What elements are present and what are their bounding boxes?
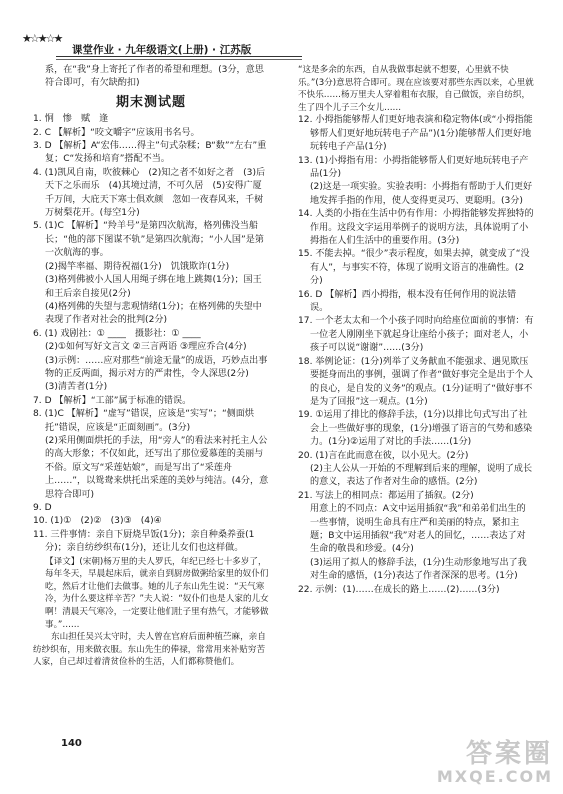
answer-line: (3)清苦者(1分) <box>45 382 108 393</box>
answer-line: (2)揭竿率福、期待祝福(1分) 饥饿欺诈(1分) <box>45 261 230 272</box>
answer-line: (2)这是一项实验。实验表明：小拇指有帮助于人们更好地发挥手指的作用，使人变得更灵巧、更聪明。(3分) <box>310 182 533 206</box>
stars-icon: ★☆★☆★ <box>22 32 62 45</box>
answer-line: (3)格列佛被小人国人用绳子绑在地上跳舞(1分)；国王和王后亲自接见(2分) <box>45 275 262 299</box>
translation-paragraph: “这是多余的东西，自从我做事起就不想要，心里就不快乐。”(3分)意思符合即可。现在应该要对那些东西以来，心里就不快乐……杨万里夫人穿着粗布衣服，自己做饭，亲自纺织，生了四个儿子三个女儿…… <box>298 65 534 113</box>
answer-line: (3)示例：……应对那些“前途无量”的成语，巧妙点出事物的正反两面，揭示对方的严肃性，令人深思(2分) <box>45 355 268 379</box>
watermark-logo <box>437 740 553 786</box>
header-rule <box>56 56 302 57</box>
watermark-text: 答案圈 <box>465 739 553 769</box>
answer-line: 14. 人类的小指在生活中仍有作用：小拇指能够发挥独特的作用。这段文字运用举例子的说明方法，具体说明了小拇指在人们生活中的重要作用。(3分) <box>298 209 534 247</box>
answer-line: (2)主人公从一开始的不理解到后来的理解，说明了成长的意义，表达了作者对生命的感悟。(2分) <box>310 463 533 488</box>
page-number: 140 <box>61 738 82 749</box>
translation-paragraph: 东山担任吴兴太守时，夫人曾在官府后面种植苎麻，亲自纺纱织布，用来做衣服。东山先生的俸禄，常常用来补贴穷苦人家，自己却过着清贫俭朴的生活，人们都称赞他们。 <box>33 632 266 668</box>
answer-line: 10. (1)① (2)② (3)③ (4)④ <box>33 516 162 527</box>
answer-line: 4. (1)凯风自南，吹彼棘心 (2)知之者不如好之者 (3)后天下之乐而乐 (4)其境过清，不可久居 (5)安得广厦千万间，大庇天下寒士俱欢颜 忽如一夜春风来，千树万树梨花开。(每空1分) <box>33 167 266 219</box>
answer-line: 21. 写法上的相同点：都运用了插叙。(2分) <box>298 490 474 501</box>
answer-line: 系，在“我”身上寄托了作者的希望和理想。(3分，意思符合即可，有欠缺酌扣) <box>45 65 264 89</box>
answer-line: 16. D 【解析】西小拇指，根本没有任何作用的说法错误。 <box>298 289 517 314</box>
answer-line: 8. (1)C 【解析】“虚写”错误，应该是“实写”；“侧面烘托”错误，应该是“正面刻画”。(3分) <box>33 409 254 433</box>
answer-line: 1. 恫 惨 赋 逢 <box>33 114 109 125</box>
answer-line: 13. (1)小拇指有用：小拇指能够帮人们更好地玩转电子产品(1分) <box>298 155 529 179</box>
answer-line: (2)采用侧面烘托的手法，用“旁人”的看法来衬托主人公的高大形象；不仅如此，还写出了那位爱慕莲的美丽与不俗。原文写“采莲姑娘”，而是写出了“采莲舟上……”，以鸳鸯来烘托出采莲的美妙与纯洁。(4分，意思符合即可) <box>45 435 269 500</box>
section-title: 期末测试题 <box>115 94 186 110</box>
translation-paragraph: 【译文】(宋朝)杨万里的夫人罗氏，年纪已经七十多岁了，每年冬天，早晨起床后，就亲自到厨房做粥给家里的奴仆们吃，然后才让他们去做事。她的儿子东山先生说：“天气寒冷，为什么要这样辛苦？”夫人说：“奴仆们也是人家的儿女啊！清晨天气寒冷，一定要让他们肚子里有热气，才能够做事。”…… <box>45 556 269 630</box>
answer-line: 12. 小拇指能够帮人们更好地表演和稳定物体(或“小拇指能够帮人们更好地玩转电子产品”)(1分)能够帮人们更好地玩转电子产品(1分) <box>298 115 533 153</box>
answer-line: 22. 示例：(1)……在成长的路上……(2)……(3分) <box>298 584 500 595</box>
answer-line: 3. D 【解析】A“宏伟……得主”句式杂糅；B“数”“左右”重复；C“发扬和培育”搭配不当。 <box>33 141 267 165</box>
answer-line: 19. ①运用了排比的修辞手法，(1分)以排比句式写出了社会上一些做好事的现象，(1分)增强了语言的气势和感染力。(1分)②运用了对比的手法……(1分) <box>298 410 533 448</box>
answer-line: 20. (1)言在此而意在彼，以小见大。(2分) <box>298 450 469 461</box>
answer-line: (4)格列佛的失望与悲观情绪(1分)；在格列佛的失望中表现了作者对社会的批判(2分) <box>45 301 262 326</box>
header-rule-thin <box>56 59 302 60</box>
answer-line: 15. 不能去掉。“很少”表示程度，如果去掉，就变成了“没有人”，与事实不符，体现了说明文语言的准确性。(2分) <box>298 249 530 287</box>
answer-line: 用意上的不同点：A文中运用插叙“我”和弟弟们出生的一些事情，说明生命具有庄严和美丽的特点，紧扣主题；B文中运用插叙“我”对老人的回忆，……表达了对生命的敬畏和珍爱。(4分) <box>310 504 526 555</box>
answer-line: 18. 举例论证：(1分)列举了义务献血不能强求、遇见欺压要挺身而出的事例，强调了作者“做好事完全是出于个人的良心，是自发的义务”的观点。(1分)证明了“做好事不是为了回报”这一观点。(1分) <box>298 356 533 407</box>
header-title: 课堂作业 · 九年级语文(上册) · 江苏版 <box>72 44 252 56</box>
left-column <box>33 64 269 669</box>
answer-line: (2)①如何写好文言文 ②三言两语 ③理应乔合(4分) <box>45 342 247 353</box>
watermark-url: MXQE.COM <box>436 767 553 786</box>
page-header <box>22 32 542 60</box>
answer-line: 7. D 【解析】“工部”属于标准的错误。 <box>33 395 192 406</box>
answer-line: 9. D <box>33 503 52 513</box>
right-column <box>298 64 534 597</box>
answer-line: (3)运用了拟人的修辞手法，(1分)生动形象地写出了我对生命的感悟，(1分)表达了作者深深的思考。(1分) <box>310 557 527 582</box>
answer-line: 11. 三件事情：亲自下厨烧早饭(1分)；亲自种桑养蚕(1分)；亲自纺纱织布(1分)，还让儿女们也这样做。 <box>33 529 255 554</box>
answer-line: 5. (1)C 【解析】“羚羊号”是第四次航海，格列佛没当船长；“他的部下图谋不轨”是第四次航海；“小人国”是第一次航海的事。 <box>33 221 264 259</box>
answer-line: 17. 一个老太太和一个小孩子同时向给座位面前的事情：有一位老人刚刚坐下就起身让座给小孩子；面对老人，小孩子可以说“谢谢”……(3分) <box>298 316 534 354</box>
answer-line: 2. C 【解析】“咬文嚼字”应该用书名号。 <box>33 127 200 138</box>
answer-line: 6. (1) 戏剧社：① ____ 摄影社：① ____ <box>33 328 201 339</box>
